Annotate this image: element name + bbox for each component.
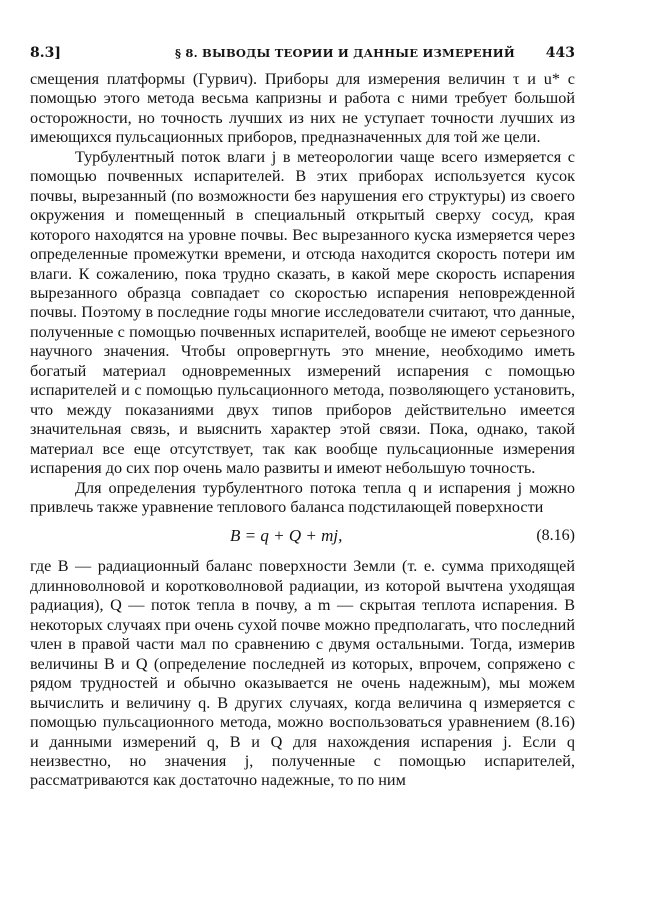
paragraph-continuation: смещения платформы (Гурвич). Приборы для измерения величин τ и u* с помощью этого метода весьма капризны и работа с ними требует большой осторожности, но точность лучших из них не уступает точности лучших из имеющихся пульсационных приборов, предназначенных для той же цели. xyxy=(30,70,575,147)
paragraph-heat-balance: Для определения турбулентного потока тепла q и испарения j можно привлечь также уравнение теплового баланса подстилающей поверхности xyxy=(30,478,575,516)
paragraph-evaporators: Турбулентный поток влаги j в метеорологии чаще всего измеряется с помощью почвенных испарителей. В этих приборах используется кусок почвы, вырезанный (по возможности без нарушения его структуры) из своего окружения и помещенный в специальный открытый сверху сосуд, края которого находятся на уровне почвы. Вес вырезанного куска измеряется через определенные промежутки времени, и отсюда находится скорость потери им влаги. К сожалению, пока трудно сказать, в какой мере скорость испарения вырезанного образца совпадает со скоростью испарения неповрежденной почвы. Поэтому в последние годы многие исследователи считают, что данные, полученные с помощью почвенных испарителей, вообще не имеют серьезного научного значения. Чтобы опровергнуть это мнение, необходимо иметь богатый материал одновременных измерений испарения с помощью испарителей и с помощью пульсационного метода, позволяющего установить, что между показаниями двух типов приборов действительно имеется значительная связь, и выяснить характер этой связи. Пока, однако, такой материал все еще отсутствует, так как вообще пульсационные измерения испарения до сих пор очень мало развиты и имеют небольшую точность. xyxy=(30,147,575,478)
page-header xyxy=(30,45,575,67)
page-number: 443 xyxy=(545,45,575,61)
paragraph-after-equation: где B — радиационный баланс поверхности Земли (т. е. сумма приходящей длинноволновой и коротковолновой радиации, из которой вычтена уходящая радиация), Q — поток тепла в почву, а m — скрытая теплота испарения. В некоторых случаях при очень сухой почве можно предполагать, что последний член в правой части мал по сравнению с двумя остальными. Тогда, измерив величины B и Q (определение последней из которых, впрочем, сопряжено с рядом трудностей и обычно оказывается не очень надежным), мы можем вычислить и величину q. В других случаях, когда величина q измеряется с помощью пульсационного метода, можно воспользоваться уравнением (8.16) и данными измерений q, B и Q для нахождения испарения j. Если q неизвестно, но значения j, полученные с помощью испарителей, рассматриваются как достаточно надежные, то по ним xyxy=(30,557,575,790)
equation-formula: B = q + Q + mj, xyxy=(230,526,343,546)
section-number: 8.3] xyxy=(30,45,61,61)
running-title: § 8. ВЫВОДЫ ТЕОРИИ И ДАННЫЕ ИЗМЕРЕНИЙ xyxy=(175,46,515,60)
equation-number: (8.16) xyxy=(536,527,575,545)
equation-8-16 xyxy=(30,517,575,557)
body-text xyxy=(30,70,575,791)
